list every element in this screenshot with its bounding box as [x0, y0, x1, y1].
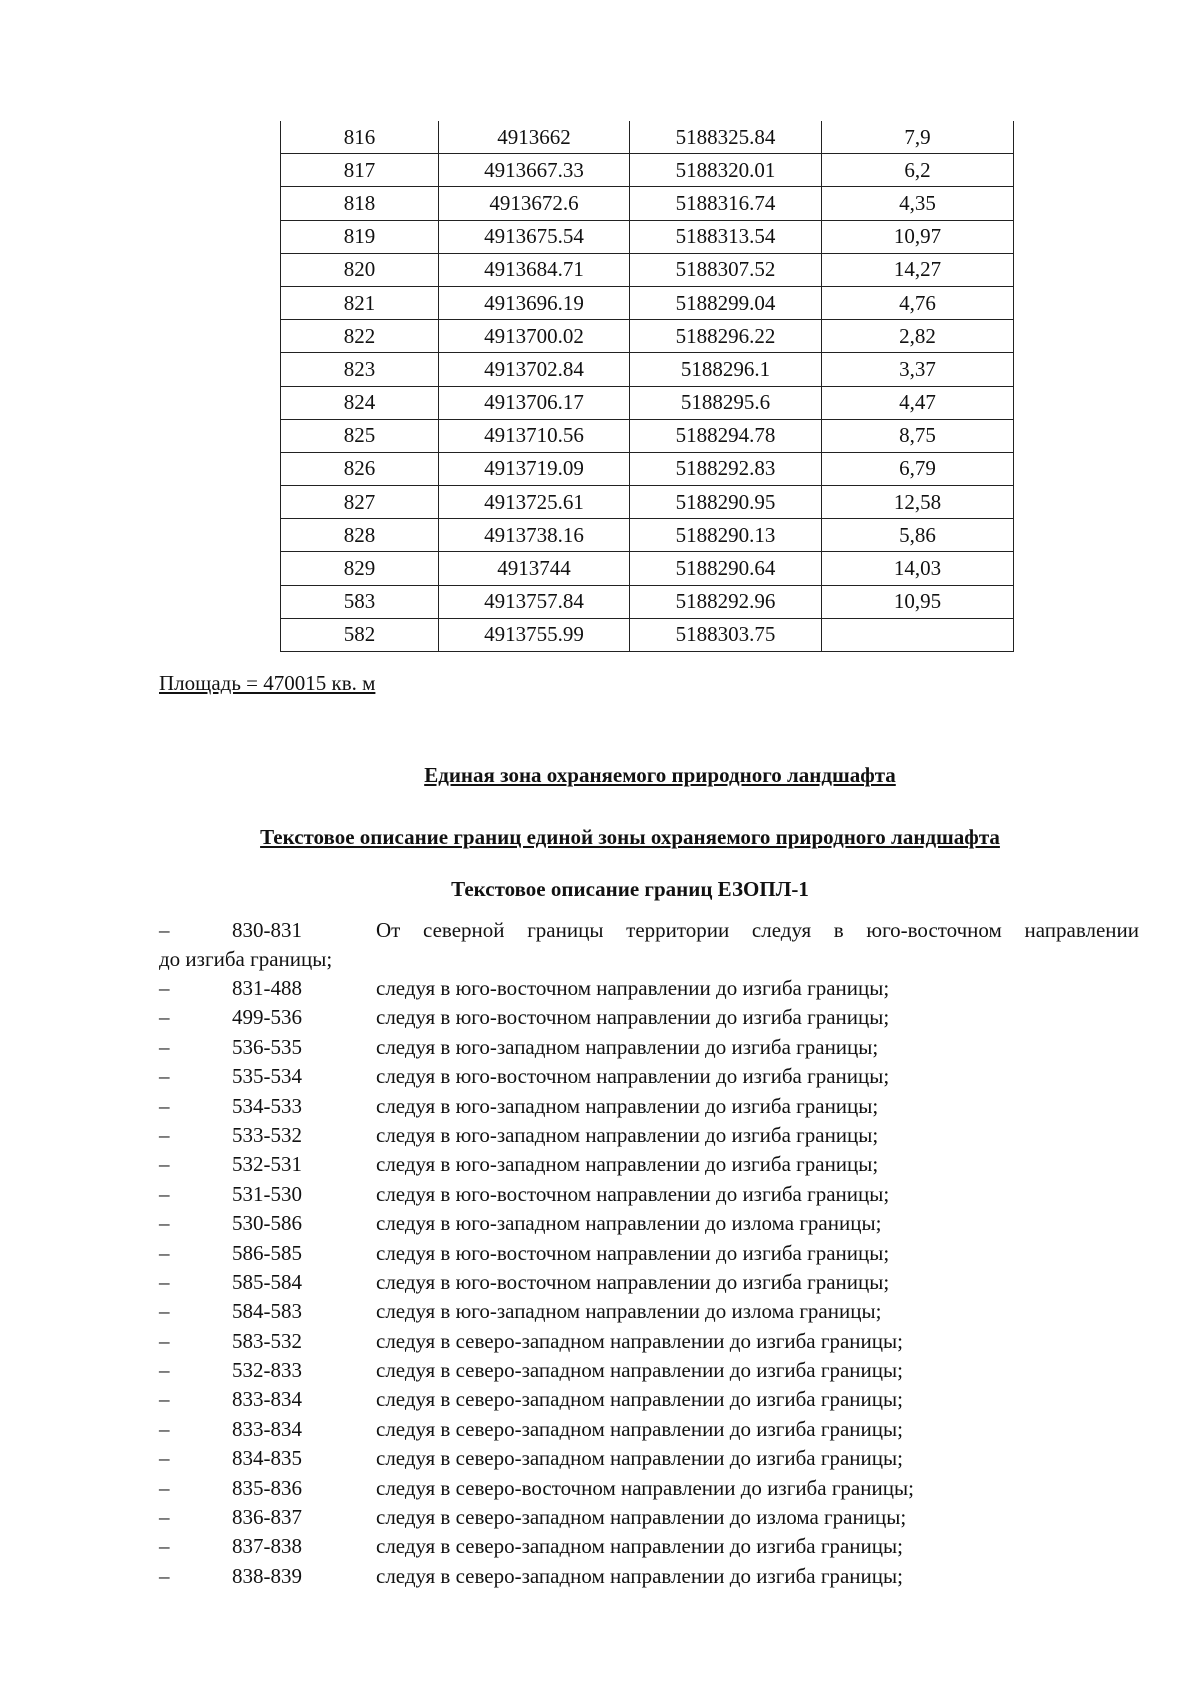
coordinates-table-body [281, 121, 1014, 652]
table-cell: 10,95 [822, 585, 1014, 618]
table-cell: 5188295.6 [630, 386, 822, 419]
table-cell: 5,86 [822, 519, 1014, 552]
table-cell: 5188307.52 [630, 253, 822, 286]
segment-text: следуя в юго-восточном направлении до изгиба границы; [376, 1240, 890, 1265]
segment-list [159, 918, 1139, 1593]
segment-item [159, 1270, 1139, 1299]
segment-dash: – [159, 1211, 170, 1236]
heading-zone: Единая зона охраняемого природного ландшафта [424, 763, 896, 787]
segment-item [159, 1211, 1139, 1240]
segment-text: От северной границы территории следуя в юго-восточном направлении [376, 918, 1139, 942]
segment-dash: – [159, 918, 170, 942]
segment-item [159, 1123, 1139, 1152]
segment-text: следуя в юго-восточном направлении до изгиба границы; [376, 1181, 890, 1206]
table-row [281, 486, 1014, 519]
table-row [281, 187, 1014, 220]
table-cell: 5188290.13 [630, 519, 822, 552]
area-text: Площадь = 470015 кв. м [159, 671, 376, 695]
segment-dash: – [159, 1299, 170, 1324]
segment-range: 834-835 [232, 1446, 302, 1471]
table-cell: 817 [281, 154, 439, 187]
segment-range: 530-586 [232, 1211, 302, 1236]
table-cell: 5188296.1 [630, 353, 822, 386]
table-cell: 3,37 [822, 353, 1014, 386]
segment-item [159, 1417, 1139, 1446]
segment-text: следуя в юго-восточном направлении до изгиба границы; [376, 1005, 890, 1030]
segment-text: следуя в северо-восточном направлении до изгиба границы; [376, 1475, 914, 1500]
segment-text: следуя в северо-западном направлении до изгиба границы; [376, 1534, 903, 1559]
table-cell: 818 [281, 187, 439, 220]
table-cell: 12,58 [822, 486, 1014, 519]
table-cell: 822 [281, 320, 439, 353]
table-row [281, 353, 1014, 386]
table-cell: 4913702.84 [439, 353, 630, 386]
segment-text: следуя в юго-западном направлении до излома границы; [376, 1299, 882, 1324]
table-cell: 5188303.75 [630, 618, 822, 651]
table-cell: 824 [281, 386, 439, 419]
table-cell: 582 [281, 618, 439, 651]
table-cell: 10,97 [822, 220, 1014, 253]
segment-item [159, 1446, 1139, 1475]
segment-item [159, 1387, 1139, 1416]
segment-text: следуя в юго-восточном направлении до изгиба границы; [376, 1269, 890, 1294]
table-cell: 5188316.74 [630, 187, 822, 220]
table-cell: 4913684.71 [439, 253, 630, 286]
segment-item [159, 1241, 1139, 1270]
segment-range: 532-531 [232, 1152, 302, 1177]
table-cell: 5188290.95 [630, 486, 822, 519]
segment-range: 835-836 [232, 1475, 302, 1500]
heading-description: Текстовое описание границ единой зоны охраняемого природного ландшафта [260, 825, 1000, 849]
table-cell: 4913738.16 [439, 519, 630, 552]
table-row [281, 419, 1014, 452]
table-cell: 4913672.6 [439, 187, 630, 220]
segment-dash: – [159, 1387, 170, 1412]
table-row [281, 220, 1014, 253]
segment-dash: – [159, 1563, 170, 1588]
table-cell: 820 [281, 253, 439, 286]
table-cell: 5188292.96 [630, 585, 822, 618]
table-cell: 5188320.01 [630, 154, 822, 187]
segment-dash: – [159, 1093, 170, 1118]
table-cell: 4913755.99 [439, 618, 630, 651]
segment-item [159, 1152, 1139, 1181]
segment-dash: – [159, 1122, 170, 1147]
segment-dash: – [159, 1005, 170, 1030]
segment-item [159, 1299, 1139, 1328]
table-cell: 583 [281, 585, 439, 618]
segment-dash: – [159, 1269, 170, 1294]
table-cell: 5188299.04 [630, 286, 822, 319]
segment-range: 831-488 [232, 976, 302, 1000]
segment-range: 532-833 [232, 1358, 302, 1383]
table-cell: 816 [281, 121, 439, 154]
table-cell: 4913706.17 [439, 386, 630, 419]
segment-range: 583-532 [232, 1328, 302, 1353]
table-cell: 825 [281, 419, 439, 452]
table-row [281, 519, 1014, 552]
table-cell: 14,03 [822, 552, 1014, 585]
segment-item [159, 1505, 1139, 1534]
segment-range: 833-834 [232, 1387, 302, 1412]
segment-dash: – [159, 1505, 170, 1530]
table-cell: 5188296.22 [630, 320, 822, 353]
segment-text: следуя в юго-западном направлении до излома границы; [376, 1211, 882, 1236]
table-cell: 4913719.09 [439, 452, 630, 485]
table-cell: 4913675.54 [439, 220, 630, 253]
segment-range: 830-831 [232, 918, 302, 942]
table-row [281, 552, 1014, 585]
segment-dash: – [159, 1534, 170, 1559]
table-cell: 5188325.84 [630, 121, 822, 154]
table-cell: 4913725.61 [439, 486, 630, 519]
table-row [281, 154, 1014, 187]
table-cell: 4913744 [439, 552, 630, 585]
segment-text: следуя в северо-западном направлении до изгиба границы; [376, 1416, 903, 1441]
segment-text: следуя в северо-западном направлении до изгиба границы; [376, 1446, 903, 1471]
segment-range: 536-535 [232, 1034, 302, 1059]
table-cell: 6,79 [822, 452, 1014, 485]
table-cell: 821 [281, 286, 439, 319]
segment-text-continuation: до изгиба границы; [159, 947, 333, 971]
table-cell: 7,9 [822, 121, 1014, 154]
segment-item [159, 1064, 1139, 1093]
segment-dash: – [159, 1446, 170, 1471]
segment-text: следуя в юго-западном направлении до изгиба границы; [376, 1093, 879, 1118]
segment-text: следуя в северо-западном направлении до изгиба границы; [376, 1328, 903, 1353]
table-cell: 4913700.02 [439, 320, 630, 353]
table-cell: 4,47 [822, 386, 1014, 419]
table-cell: 4913667.33 [439, 154, 630, 187]
table-cell: 827 [281, 486, 439, 519]
segment-range: 534-533 [232, 1093, 302, 1118]
segment-item [159, 918, 1139, 976]
table-row [281, 121, 1014, 154]
segment-item [159, 1358, 1139, 1387]
table-cell: 2,82 [822, 320, 1014, 353]
segment-dash: – [159, 1152, 170, 1177]
table-cell: 4913662 [439, 121, 630, 154]
table-row [281, 618, 1014, 651]
segment-dash: – [159, 1064, 170, 1089]
heading-ezopl: Текстовое описание границ ЕЗОПЛ-1 [451, 877, 809, 901]
segment-range: 836-837 [232, 1505, 302, 1530]
segment-range: 533-532 [232, 1122, 302, 1147]
segment-range: 499-536 [232, 1005, 302, 1030]
segment-item [159, 1035, 1139, 1064]
table-row [281, 452, 1014, 485]
segment-range: 837-838 [232, 1534, 302, 1559]
table-cell: 4913696.19 [439, 286, 630, 319]
segment-text: следуя в северо-западном направлении до изгиба границы; [376, 1358, 903, 1383]
segment-item [159, 1534, 1139, 1563]
table-cell: 829 [281, 552, 439, 585]
table-cell: 6,2 [822, 154, 1014, 187]
segment-item [159, 1094, 1139, 1123]
table-cell: 823 [281, 353, 439, 386]
segment-item [159, 1005, 1139, 1034]
table-cell [822, 618, 1014, 651]
table-cell: 4913757.84 [439, 585, 630, 618]
segment-item [159, 1564, 1139, 1593]
table-cell: 8,75 [822, 419, 1014, 452]
segment-dash: – [159, 1240, 170, 1265]
segment-dash: – [159, 1034, 170, 1059]
segment-range: 535-534 [232, 1064, 302, 1089]
table-cell: 826 [281, 452, 439, 485]
segment-range: 585-584 [232, 1269, 302, 1294]
segment-dash: – [159, 1358, 170, 1383]
segment-item [159, 1476, 1139, 1505]
table-row [281, 585, 1014, 618]
table-cell: 4,76 [822, 286, 1014, 319]
segment-item [159, 1329, 1139, 1358]
segment-item [159, 976, 1139, 1005]
segment-dash: – [159, 1475, 170, 1500]
segment-text: следуя в северо-западном направлении до излома границы; [376, 1505, 907, 1530]
segment-text: следуя в юго-западном направлении до изгиба границы; [376, 1034, 879, 1059]
segment-text: следуя в юго-восточном направлении до изгиба границы; [376, 1064, 890, 1089]
segment-text: следуя в юго-восточном направлении до изгиба границы; [376, 976, 890, 1000]
segment-text: следуя в северо-западном направлении до изгиба границы; [376, 1563, 903, 1588]
table-cell: 5188292.83 [630, 452, 822, 485]
segment-range: 838-839 [232, 1563, 302, 1588]
table-cell: 4913710.56 [439, 419, 630, 452]
segment-dash: – [159, 1181, 170, 1206]
segment-range: 584-583 [232, 1299, 302, 1324]
table-row [281, 253, 1014, 286]
coordinates-table [280, 121, 1014, 652]
segment-range: 833-834 [232, 1416, 302, 1441]
table-cell: 828 [281, 519, 439, 552]
table-cell: 5188294.78 [630, 419, 822, 452]
segment-dash: – [159, 1416, 170, 1441]
table-row [281, 386, 1014, 419]
segment-item [159, 1182, 1139, 1211]
segment-dash: – [159, 1328, 170, 1353]
table-cell: 4,35 [822, 187, 1014, 220]
table-row [281, 320, 1014, 353]
segment-text: следуя в юго-западном направлении до изгиба границы; [376, 1122, 879, 1147]
segment-text: следуя в юго-западном направлении до изгиба границы; [376, 1152, 879, 1177]
table-cell: 5188313.54 [630, 220, 822, 253]
table-row [281, 286, 1014, 319]
segment-dash: – [159, 976, 170, 1000]
table-cell: 819 [281, 220, 439, 253]
segment-range: 531-530 [232, 1181, 302, 1206]
table-cell: 5188290.64 [630, 552, 822, 585]
segment-text: следуя в северо-западном направлении до изгиба границы; [376, 1387, 903, 1412]
table-cell: 14,27 [822, 253, 1014, 286]
segment-range: 586-585 [232, 1240, 302, 1265]
